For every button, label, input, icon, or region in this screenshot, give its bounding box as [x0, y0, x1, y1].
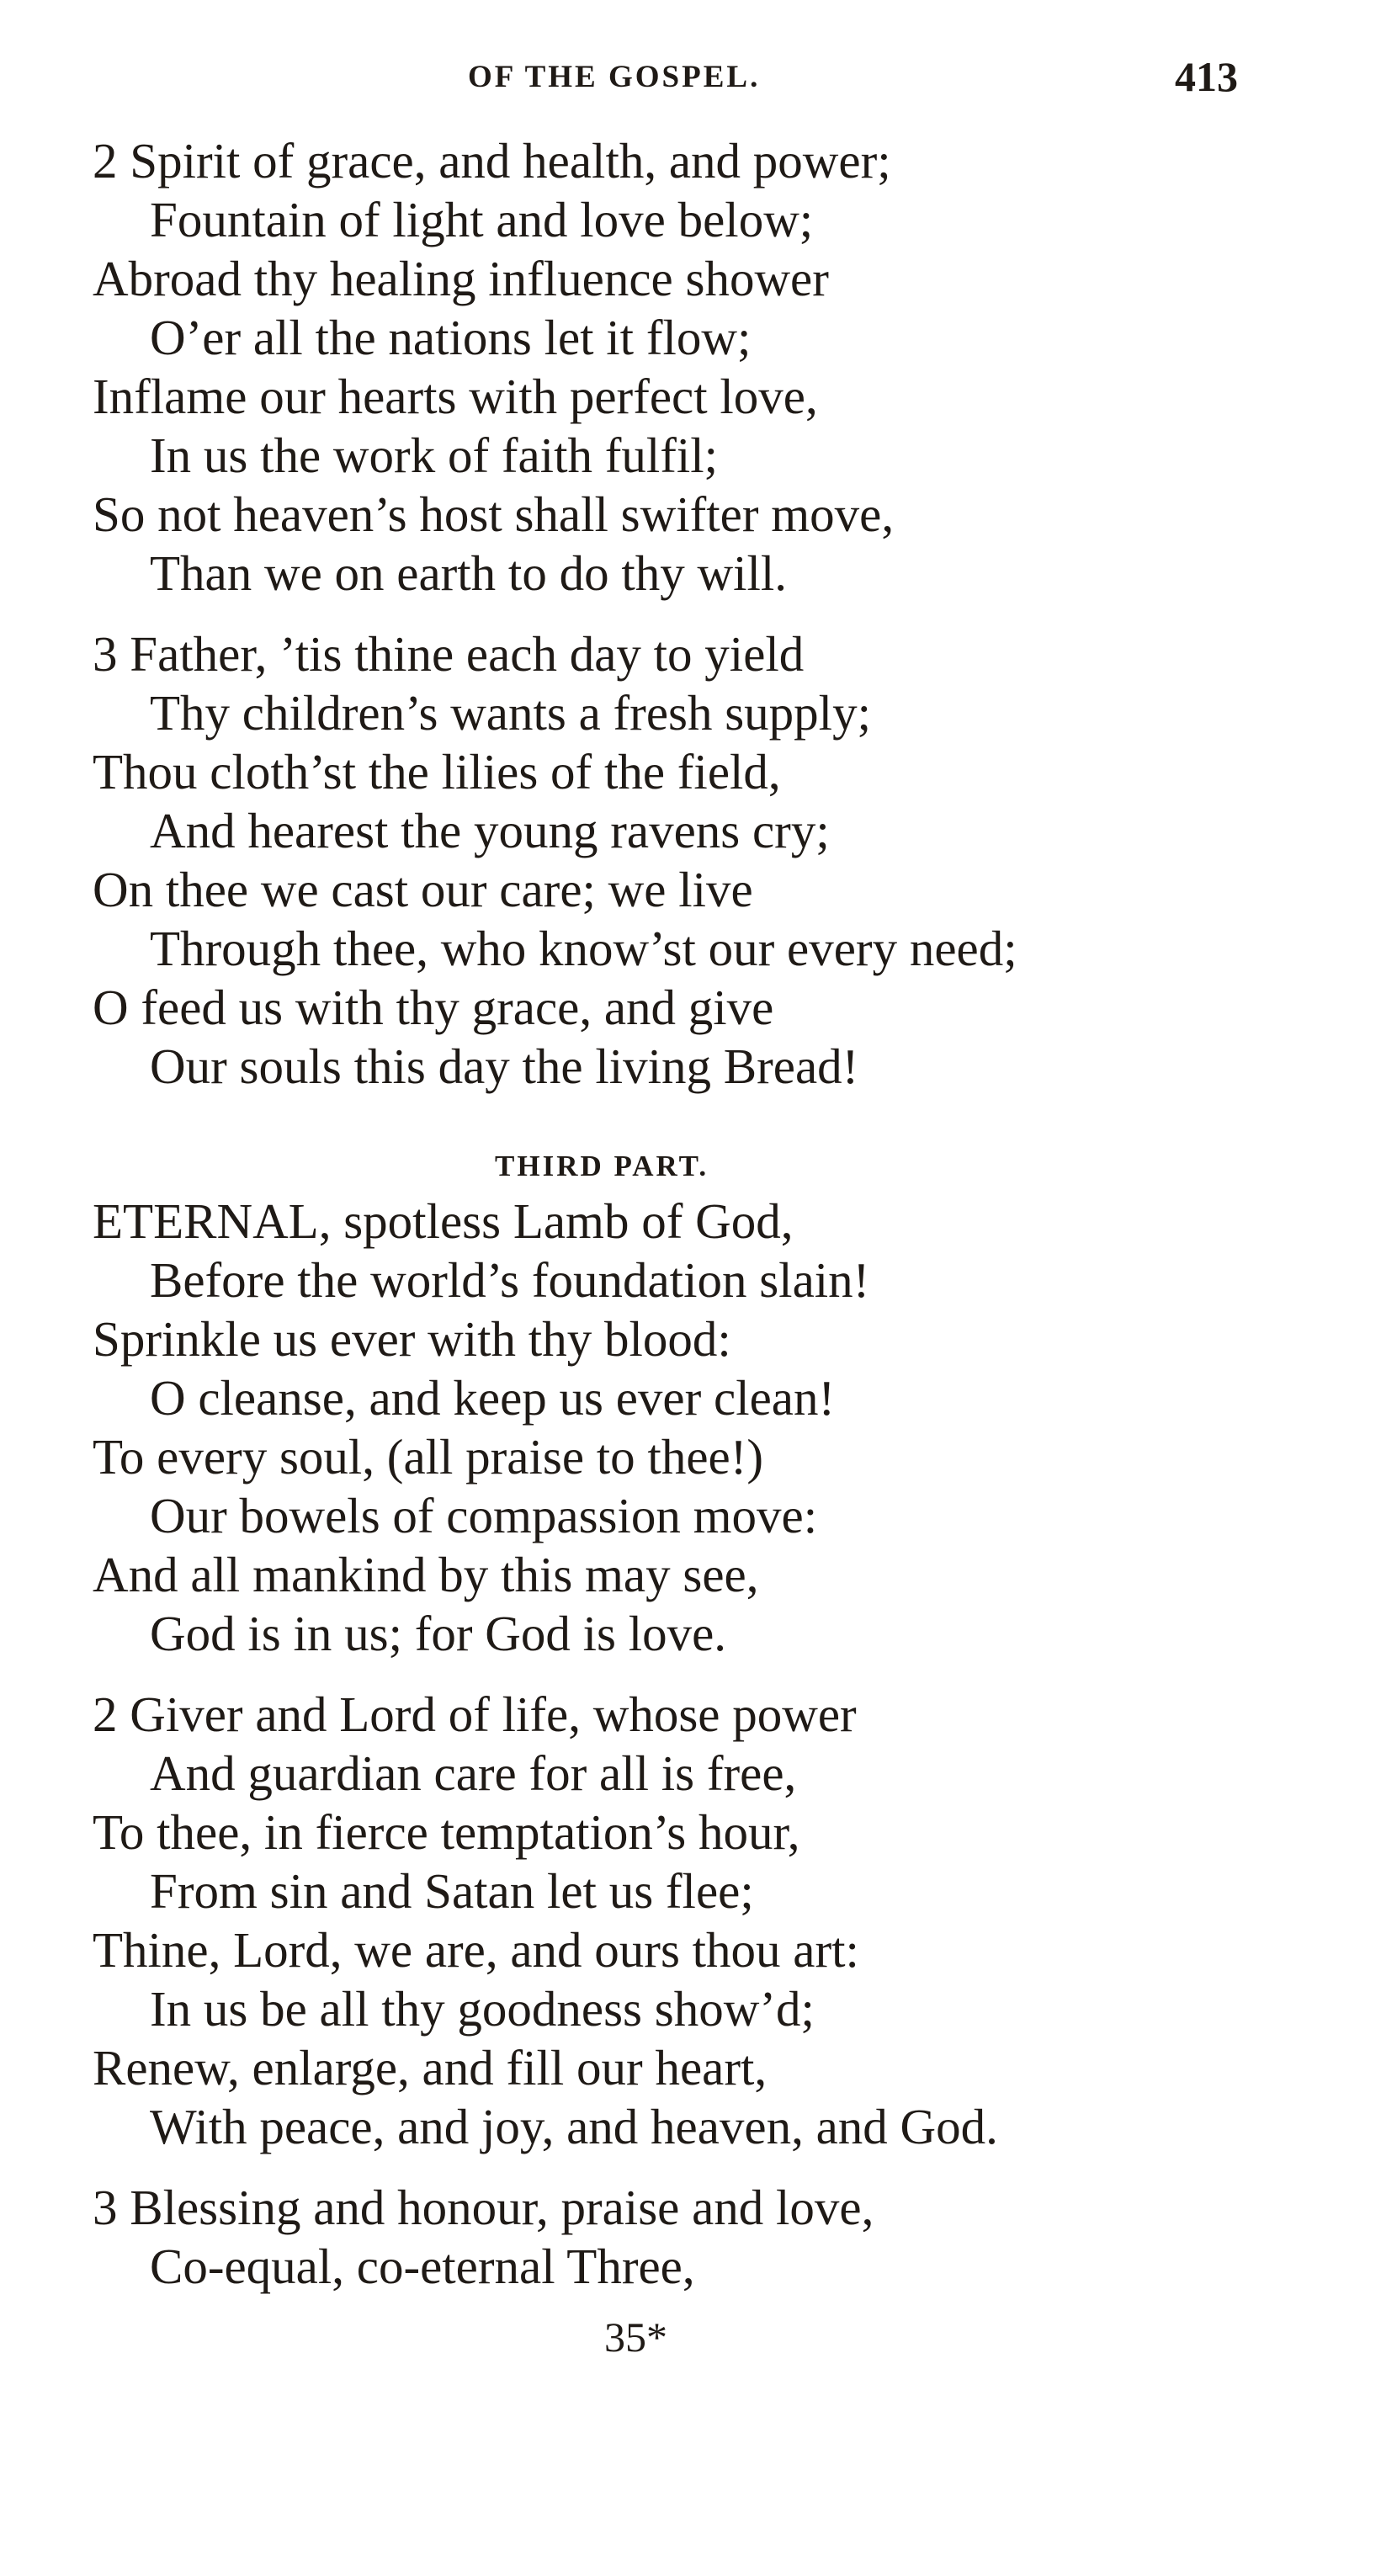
- verse-line: 2 Spirit of grace, and health, and power;: [93, 133, 891, 189]
- signature-mark: 35*: [604, 2313, 667, 2361]
- verse-line: 3 Blessing and honour, praise and love,: [93, 2180, 874, 2235]
- verse-line: Inflame our hearts with perfect love,: [93, 369, 818, 424]
- verse-line: God is in us; for God is love.: [150, 1606, 727, 1661]
- verse-line: In us be all thy goodness show’d;: [150, 1981, 815, 2037]
- running-header: OF THE GOSPEL.: [468, 60, 761, 94]
- verse-line: Thine, Lord, we are, and ours thou art:: [93, 1922, 859, 1978]
- verse-line: Thy children’s wants a fresh supply;: [150, 685, 871, 741]
- verse-line: Sprinkle us ever with thy blood:: [93, 1311, 731, 1367]
- verse-line: Before the world’s foundation slain!: [150, 1252, 870, 1308]
- verse-line: 3 Father, ’tis thine each day to yield: [93, 626, 805, 682]
- verse-line: And all mankind by this may see,: [93, 1547, 759, 1602]
- verse-line: O’er all the nations let it flow;: [150, 310, 752, 365]
- verse-line: Through thee, who know’st our every need;: [150, 921, 1017, 976]
- section-heading: THIRD PART.: [495, 1150, 709, 1182]
- verse-line: And guardian care for all is free,: [150, 1745, 797, 1801]
- verse-line: 2 Giver and Lord of life, whose power: [93, 1686, 857, 1742]
- verse-line: Fountain of light and love below;: [150, 192, 814, 247]
- verse-line: To thee, in fierce temptation’s hour,: [93, 1804, 800, 1860]
- verse-line: In us the work of faith fulfil;: [150, 428, 719, 483]
- verse-line: O feed us with thy grace, and give: [93, 980, 774, 1035]
- verse-line: Thou cloth’st the lilies of the field,: [93, 744, 781, 799]
- verse-line: O cleanse, and keep us ever clean!: [150, 1370, 836, 1426]
- verse-line: Abroad thy healing influence shower: [93, 251, 829, 306]
- verse-line: And hearest the young ravens cry;: [150, 803, 830, 858]
- verse-line: On thee we cast our care; we live: [93, 862, 753, 917]
- verse-line: Our souls this day the living Bread!: [150, 1038, 859, 1094]
- verse-line: From sin and Satan let us flee;: [150, 1863, 754, 1919]
- verse-line: Renew, enlarge, and fill our heart,: [93, 2040, 768, 2095]
- verse-line: Our bowels of compassion move:: [150, 1488, 818, 1543]
- verse-line: To every soul, (all praise to thee!): [93, 1429, 763, 1485]
- page-number: 413: [1175, 53, 1238, 100]
- verse-line: ETERNAL, spotless Lamb of God,: [93, 1193, 794, 1249]
- verse-line: Than we on earth to do thy will.: [150, 545, 788, 601]
- verse-line: With peace, and joy, and heaven, and God.: [150, 2099, 998, 2154]
- verse-line: Co-equal, co-eternal Three,: [150, 2239, 695, 2294]
- verse-line: So not heaven’s host shall swifter move,: [93, 486, 895, 542]
